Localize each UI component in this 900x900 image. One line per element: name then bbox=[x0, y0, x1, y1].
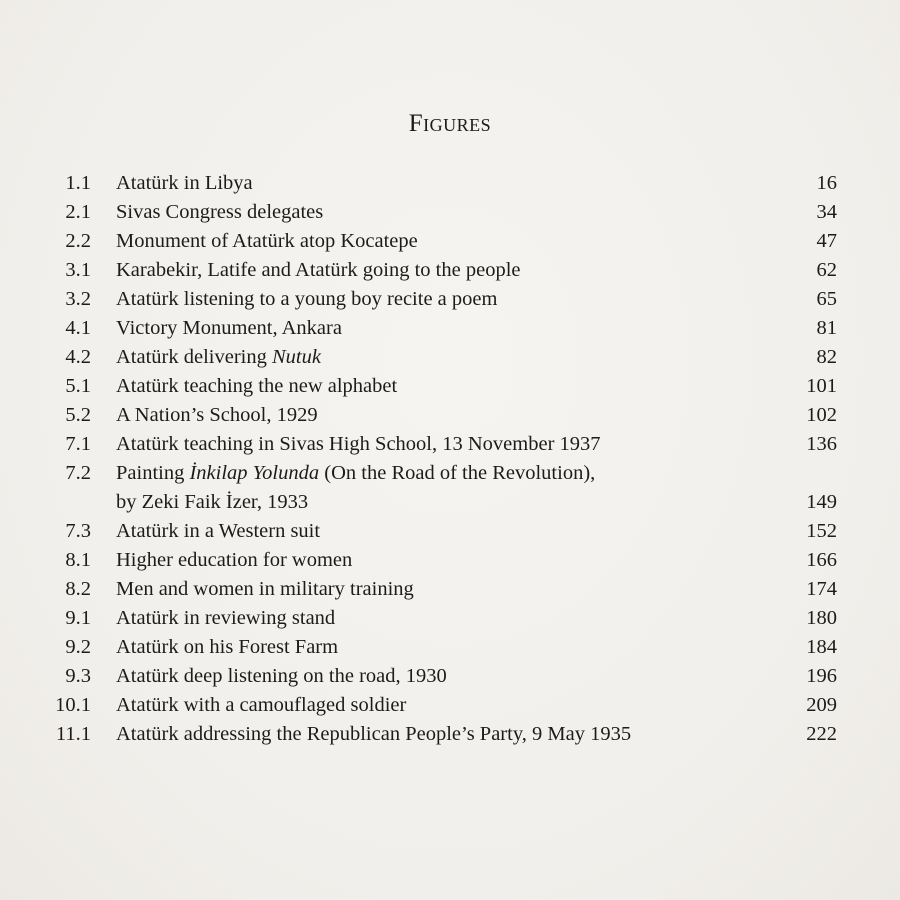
caption-second-line: by Zeki Faik İzer, 1933 bbox=[116, 491, 309, 513]
figure-caption: Atatürk on his Forest Farm bbox=[116, 636, 339, 658]
figure-number: 8.2 bbox=[65, 578, 91, 600]
figure-row bbox=[0, 256, 900, 285]
figure-page: 65 bbox=[816, 288, 837, 310]
figure-caption: Atatürk deep listening on the road, 1930 bbox=[116, 665, 447, 687]
figure-caption: Atatürk listening to a young boy recite a poem bbox=[116, 288, 498, 310]
figure-caption: Atatürk addressing the Republican People’s Party, 9 May 1935 bbox=[116, 723, 632, 745]
figure-number: 5.2 bbox=[65, 404, 91, 426]
figure-row bbox=[0, 430, 900, 459]
figure-number: 8.1 bbox=[65, 549, 91, 571]
figure-page: 81 bbox=[816, 317, 837, 339]
figure-caption: Sivas Congress delegates bbox=[116, 201, 324, 223]
figure-number: 3.2 bbox=[65, 288, 91, 310]
figure-number: 9.3 bbox=[65, 665, 91, 687]
figure-page: 102 bbox=[806, 404, 837, 426]
figure-page: 136 bbox=[806, 433, 837, 455]
figure-page: 222 bbox=[806, 723, 837, 745]
figure-page: 34 bbox=[816, 201, 837, 223]
figure-caption: A Nation’s School, 1929 bbox=[116, 404, 318, 426]
figure-page: 82 bbox=[816, 346, 837, 368]
figure-page: 174 bbox=[806, 578, 837, 600]
figure-row bbox=[0, 401, 900, 430]
caption-text: (On the Road of the Revolution), bbox=[319, 462, 596, 484]
figure-page: 166 bbox=[806, 549, 837, 571]
figure-row bbox=[0, 314, 900, 343]
figure-caption: Men and women in military training bbox=[116, 578, 414, 600]
figure-row bbox=[0, 517, 900, 546]
figures-list bbox=[0, 169, 900, 749]
figure-number: 3.1 bbox=[65, 259, 91, 281]
caption-text: Atatürk delivering bbox=[116, 346, 272, 368]
figure-row bbox=[0, 633, 900, 662]
figure-caption: Atatürk teaching in Sivas High School, 13 November 1937 bbox=[116, 433, 601, 455]
figure-row bbox=[0, 227, 900, 256]
figure-row bbox=[0, 169, 900, 198]
figure-number: 10.1 bbox=[55, 694, 91, 716]
figure-page: 196 bbox=[806, 665, 837, 687]
figure-number: 9.2 bbox=[65, 636, 91, 658]
figure-row bbox=[0, 691, 900, 720]
figure-caption bbox=[116, 459, 776, 517]
figure-row bbox=[0, 459, 900, 517]
figure-page: 149 bbox=[806, 491, 837, 513]
figure-number: 1.1 bbox=[65, 172, 91, 194]
page-title: Figures bbox=[408, 110, 492, 137]
figure-number: 5.1 bbox=[65, 375, 91, 397]
figure-row bbox=[0, 575, 900, 604]
figure-caption: Victory Monument, Ankara bbox=[116, 317, 342, 339]
figure-row bbox=[0, 720, 900, 749]
figure-number: 7.3 bbox=[65, 520, 91, 542]
figure-page: 209 bbox=[806, 694, 837, 716]
figure-caption: Karabekir, Latife and Atatürk going to the people bbox=[116, 259, 521, 281]
figure-page: 47 bbox=[816, 230, 837, 252]
figure-caption: Atatürk in Libya bbox=[116, 172, 253, 194]
figure-number: 2.1 bbox=[65, 201, 91, 223]
figure-number: 9.1 bbox=[65, 607, 91, 629]
figure-row bbox=[0, 604, 900, 633]
figure-number: 7.1 bbox=[65, 433, 91, 455]
figure-number: 2.2 bbox=[65, 230, 91, 252]
figure-page: 16 bbox=[816, 172, 837, 194]
figure-row bbox=[0, 285, 900, 314]
caption-italic-title: İnkilap Yolunda bbox=[189, 462, 320, 484]
caption-text: Painting bbox=[116, 462, 190, 484]
figure-page: 184 bbox=[806, 636, 837, 658]
figure-row bbox=[0, 662, 900, 691]
figure-page: 180 bbox=[806, 607, 837, 629]
figure-caption: Higher education for women bbox=[116, 549, 353, 571]
figure-page: 62 bbox=[816, 259, 837, 281]
figure-caption: Atatürk teaching the new alphabet bbox=[116, 375, 398, 397]
figure-number: 7.2 bbox=[65, 462, 91, 484]
figure-page: 152 bbox=[806, 520, 837, 542]
figure-row bbox=[0, 372, 900, 401]
figure-page: 101 bbox=[806, 375, 837, 397]
figure-caption: Atatürk with a camouflaged soldier bbox=[116, 694, 407, 716]
caption-italic-title: Nutuk bbox=[271, 346, 321, 368]
figure-number: 4.1 bbox=[65, 317, 91, 339]
figure-caption: Atatürk in a Western suit bbox=[116, 520, 321, 542]
figure-number: 4.2 bbox=[65, 346, 91, 368]
figure-row bbox=[0, 546, 900, 575]
figure-row bbox=[0, 343, 900, 372]
figure-number: 11.1 bbox=[55, 723, 91, 745]
figure-caption: Atatürk in reviewing stand bbox=[116, 607, 336, 629]
figure-caption: Monument of Atatürk atop Kocatepe bbox=[116, 230, 418, 252]
figure-caption bbox=[116, 343, 776, 372]
figure-row bbox=[0, 198, 900, 227]
